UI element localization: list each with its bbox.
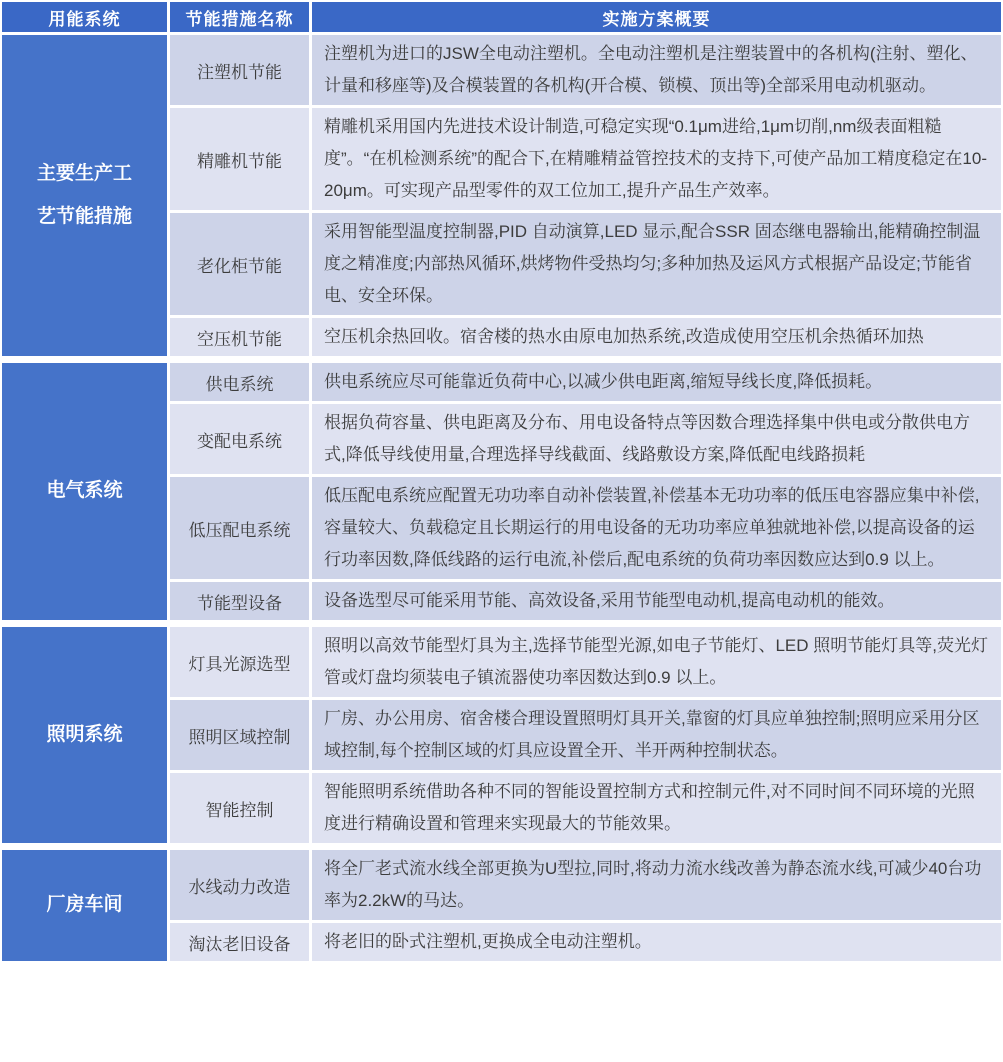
measure-cell: 供电系统	[170, 363, 309, 401]
measure-cell: 灯具光源选型	[170, 627, 309, 697]
table-row	[170, 213, 1001, 315]
summary-cell: 厂房、办公用房、宿舍楼合理设置照明灯具开关,靠窗的灯具应单独控制;照明应采用分区域控制,每个控制区域的灯具应设置全开、半开两种控制状态。	[312, 700, 1001, 770]
table-row	[170, 582, 1001, 620]
summary-cell: 低压配电系统应配置无功功率自动补偿装置,补偿基本无功功率的低压电容器应集中补偿,容量较大、负载稳定且长期运行的用电设备的无功功率应单独就地补偿,以提高设备的运行功率因数,降低线路的运行电流,补偿后,配电系统的负荷功率因数应达到0.9 以上。	[312, 477, 1001, 579]
table-header-row	[2, 2, 1001, 32]
header-cell-system: 用能系统	[2, 2, 167, 32]
measure-cell: 老化柜节能	[170, 213, 309, 315]
summary-cell: 将老旧的卧式注塑机,更换成全电动注塑机。	[312, 923, 1001, 961]
summary-cell: 供电系统应尽可能靠近负荷中心,以减少供电距离,缩短导线长度,降低损耗。	[312, 363, 1001, 401]
system-group	[2, 850, 1001, 961]
system-group	[2, 363, 1001, 620]
measure-cell: 精雕机节能	[170, 108, 309, 210]
table-row	[170, 700, 1001, 770]
table-row	[170, 627, 1001, 697]
system-group	[2, 627, 1001, 843]
system-cell: 主要生产工艺节能措施	[2, 35, 167, 356]
summary-cell: 注塑机为进口的JSW全电动注塑机。全电动注塑机是注塑装置中的各机构(注射、塑化、计量和移座等)及合模装置的各机构(开合模、锁模、顶出等)全部采用电动机驱动。	[312, 35, 1001, 105]
measure-cell: 照明区域控制	[170, 700, 309, 770]
measure-cell: 低压配电系统	[170, 477, 309, 579]
system-group	[2, 35, 1001, 356]
summary-cell: 根据负荷容量、供电距离及分布、用电设备特点等因数合理选择集中供电或分散供电方式,降低导线使用量,合理选择导线截面、线路敷设方案,降低配电线路损耗	[312, 404, 1001, 474]
measure-cell: 变配电系统	[170, 404, 309, 474]
table-row	[170, 404, 1001, 474]
system-cell: 照明系统	[2, 627, 167, 843]
table-row	[170, 318, 1001, 356]
summary-cell: 采用智能型温度控制器,PID 自动演算,LED 显示,配合SSR 固态继电器输出,能精确控制温度之精准度;内部热风循环,烘烤物件受热均匀;多种加热及运风方式根据产品设定;节能省电、安全环保。	[312, 213, 1001, 315]
group-rows	[170, 850, 1001, 961]
summary-cell: 智能照明系统借助各种不同的智能设置控制方式和控制元件,对不同时间不同环境的光照度进行精确设置和管理来实现最大的节能效果。	[312, 773, 1001, 843]
measure-cell: 水线动力改造	[170, 850, 309, 920]
measure-cell: 智能控制	[170, 773, 309, 843]
table-row	[170, 923, 1001, 961]
system-cell: 厂房车间	[2, 850, 167, 961]
header-cell-measure: 节能措施名称	[170, 2, 309, 32]
measure-cell: 淘汰老旧设备	[170, 923, 309, 961]
summary-cell: 照明以高效节能型灯具为主,选择节能型光源,如电子节能灯、LED 照明节能灯具等,荧光灯管或灯盘均须装电子镇流器使功率因数达到0.9 以上。	[312, 627, 1001, 697]
group-rows	[170, 363, 1001, 620]
group-rows	[170, 35, 1001, 356]
measure-cell: 节能型设备	[170, 582, 309, 620]
summary-cell: 将全厂老式流水线全部更换为U型拉,同时,将动力流水线改善为静态流水线,可减少40台功率为2.2kW的马达。	[312, 850, 1001, 920]
summary-cell: 空压机余热回收。宿舍楼的热水由原电加热系统,改造成使用空压机余热循环加热	[312, 318, 1001, 356]
table-row	[170, 477, 1001, 579]
group-rows	[170, 627, 1001, 843]
table-row	[170, 363, 1001, 401]
table-body	[2, 35, 1001, 961]
summary-cell: 精雕机采用国内先进技术设计制造,可稳定实现“0.1μm进给,1μm切削,nm级表面粗糙度”。“在机检测系统”的配合下,在精雕精益管控技术的支持下,可使产品加工精度稳定在10-20μm。可实现产品型零件的双工位加工,提升产品生产效率。	[312, 108, 1001, 210]
table-row	[170, 850, 1001, 920]
summary-cell: 设备选型尽可能采用节能、高效设备,采用节能型电动机,提高电动机的能效。	[312, 582, 1001, 620]
measure-cell: 注塑机节能	[170, 35, 309, 105]
table-row	[170, 108, 1001, 210]
measure-cell: 空压机节能	[170, 318, 309, 356]
system-cell: 电气系统	[2, 363, 167, 620]
header-cell-summary: 实施方案概要	[312, 2, 1001, 32]
table-row	[170, 35, 1001, 105]
table-row	[170, 773, 1001, 843]
